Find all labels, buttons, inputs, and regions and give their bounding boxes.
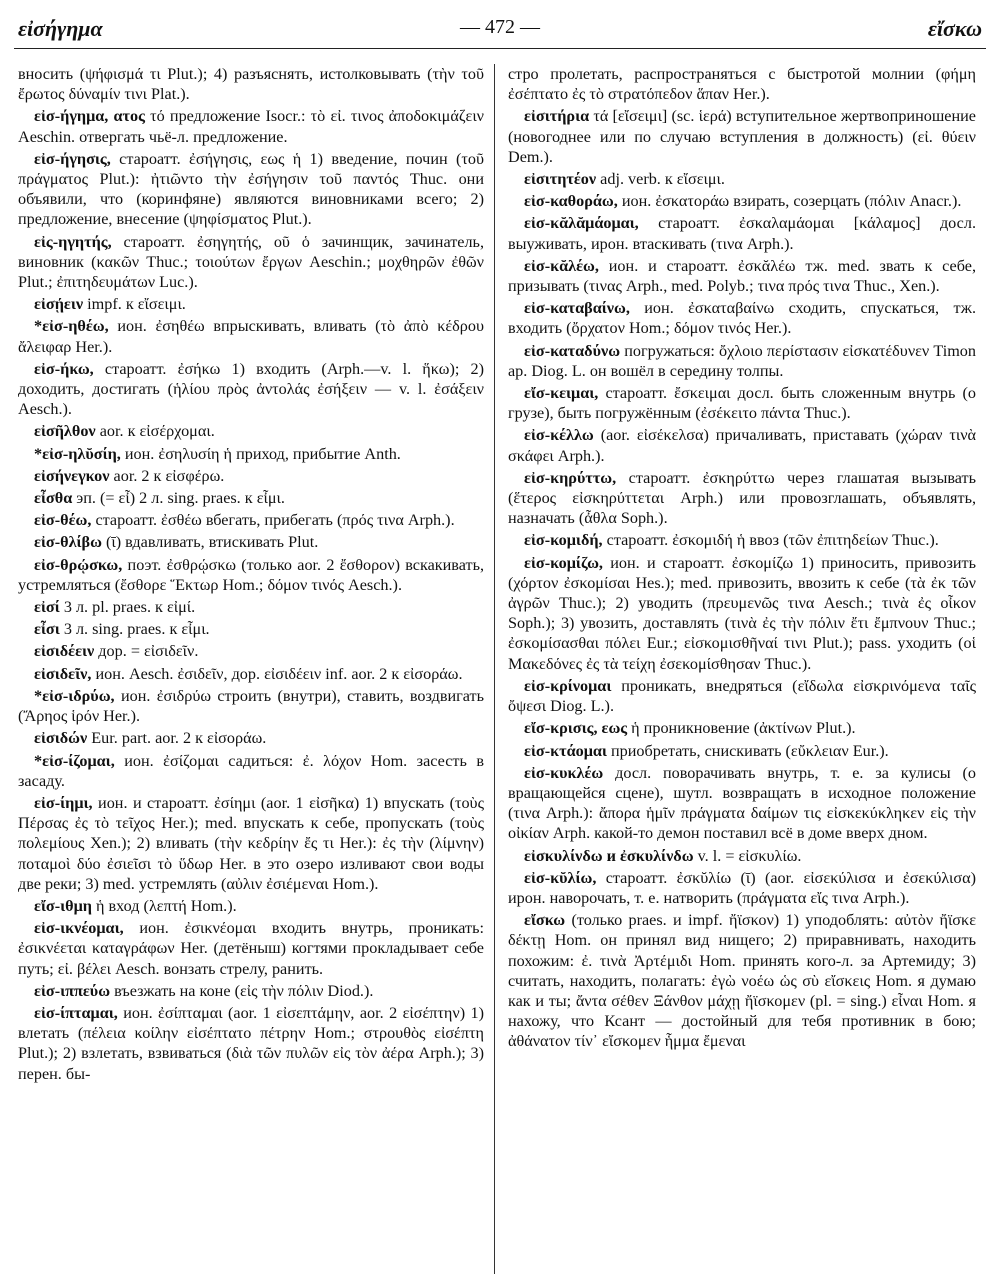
entry-headword: εἰσιτήρια [524, 107, 590, 126]
entry-definition: adj. verb. к εἴσειμι. [596, 170, 725, 189]
entry-headword: εἰσιδών [34, 729, 88, 748]
entry-headword: εἰσ-κηρύττω, [524, 468, 617, 487]
entry-headword: εἰσ-ιππεύω [34, 981, 111, 1000]
dictionary-entry [508, 64, 976, 104]
entry-headword: εἴσ-κρισις, εως [524, 719, 628, 738]
dictionary-entry [508, 106, 976, 167]
entry-definition: aor. к εἰσέρχομαι. [95, 422, 215, 441]
dictionary-entry [18, 444, 484, 464]
dictionary-entry [18, 232, 484, 293]
dictionary-entry [508, 676, 976, 716]
header-left-word: εἰσήγημα [18, 16, 103, 41]
entry-headword: εἴσ-κειμαι, [524, 384, 599, 403]
entry-headword: εἰσ-κυκλέω [524, 763, 604, 782]
dictionary-entry [18, 466, 484, 486]
entry-headword: εἰσήνεγκον [34, 466, 110, 485]
entry-definition: староатт. ἐσκῠλίω (ῑ) (aor. εἰσεκύλισα и ἐσεκύλισα) ирон. наворочать, т. е. натворить (πράγματα εἴς τινα Arph.). [508, 868, 976, 907]
page-header [14, 14, 986, 49]
dictionary-entry [508, 425, 976, 465]
dictionary-entry [508, 530, 976, 550]
dictionary-entry [18, 641, 484, 661]
entry-headword: εἰσιτητέον [524, 170, 597, 189]
dictionary-entry [18, 597, 484, 617]
entry-headword: εἰσ-κῠλίω, [524, 868, 597, 887]
entry-definition: τό предложение Isocr.: τὸ εἰ. τινος ἀποδοκιμάζειν Aeschin. отвергать чьё-л. предложение. [18, 107, 484, 146]
dictionary-entry [18, 981, 484, 1001]
dictionary-entry [508, 846, 976, 866]
dictionary-entry [18, 532, 484, 552]
dictionary-entry [508, 718, 976, 738]
dictionary-entry [18, 316, 484, 356]
entry-definition: ἡ проникновение (ἀκτίνων Plut.). [627, 719, 856, 738]
right-column [508, 64, 976, 1274]
entry-headword: εἰσ-κᾰλέω, [524, 256, 599, 275]
page-number: — 472 — [460, 16, 540, 38]
entry-definition: староатт. ἐσήκω 1) входить (Arph.—v. l. ἥκω); 2) доходить, достигать (ἡλίου πρὸς ἀντολάς ἐσήξειν — v. l. ἐσάξειν Aesch.). [18, 359, 484, 419]
entry-definition: ион. и староатт. ἐσκομίζω 1) приносить, привозить (χόρτον ἐσκομίσαι Hes.); med. привозить, ввозить к себе (τὰ ἐκ τῶν ἀγρῶν Thuc.); 2) уводить (πρευμενῶς τινα Aesch.; τινὰ ἐς οἶκον Soph.); 3) увозить, доставлять (τινὰ ἐς τὴν πόλιν ἔτι ἔμπνουν Thuc.; ἐσκομίσασθαι πόλει Eur.; εἰσκομισθῆναί τινι Plut.); pass. уходить (οἱ Μακεδόνες ἐς τὰ τείχη ἐσεκομίσθησαν Thuc.). [508, 553, 976, 673]
column-divider [494, 64, 495, 1274]
dictionary-entry [18, 488, 484, 508]
entry-headword: εἰσ-ήγησις, [34, 149, 111, 168]
entry-definition: поэт. ἐσθρῴσκω (только aor. 2 ἔσθορον) вскакивать, устремляться (ἔσθορε Ἕκτωρ Hom.; δόμον τινός Aesch.). [18, 555, 484, 594]
entry-definition: староатт. ἐσκαλαμάομαι [κάλαμος] досл. выуживать, ирон. втаскивать (τινα Arph.). [508, 214, 976, 253]
dictionary-entry [18, 106, 484, 146]
dictionary-entry [508, 169, 976, 189]
dictionary-entry [508, 763, 976, 844]
dictionary-entry [18, 1003, 484, 1084]
entry-headword: εἰσ-ίπταμαι, [34, 1003, 118, 1022]
entry-headword: εἶσθα [34, 489, 73, 508]
dictionary-entry [18, 686, 484, 726]
entry-definition: староатт. ἐσηγητής, οῦ ὁ зачинщик, зачинатель, виновник (κακῶν Thuc.; τοιούτων ἔργων Aeschin.; μοχθηρῶν ἐθῶν Plut.; ἐπιτηδευμάτων Luc.). [18, 232, 484, 292]
entry-definition: τά [εἴσειμι] (sc. ἱερά) вступительное жертвоприношение (новогоднее или по случаю вступления в должность) (εἰ. θύειν Dem.). [508, 107, 976, 166]
entry-definition: староатт. ἐσήγησις, εως ἡ 1) введение, почин (τοῦ πράγματος Plut.): ἠτιῶντο τὴν ἐσήγησιν τοῦ παντός Thuc. они объявили, что (коринфяне) являются виновниками всего; 2) предложение, внесение (ψηφίσματος Plut.). [18, 149, 484, 229]
entry-definition: 3 л. sing. praes. к εἶμι. [59, 620, 210, 639]
entry-definition: Eur. part. aor. 2 к εἰσοράω. [87, 729, 267, 748]
entry-definition: въезжать на коне (εἰς τὴν πόλιν Diod.). [110, 981, 374, 1000]
entry-headword: εἰσ-θέω, [34, 511, 92, 530]
entry-definition: приобретать, снискивать (εὔκλειαν Eur.). [606, 741, 889, 760]
entry-definition: (только praes. и impf. ἤϊσκον) 1) уподоблять: αὐτὸν ἤϊσκε δέκτῃ Hom. он принял вид нищего; 2) приравнивать, находить похожим: ἐ. τινὰ Ἀρτέμιδι Hom. принять кого-л. за Артемиду; 3) считать, находить, полагать: ἐγὼ νοέω ὡς σὺ εἴσκεις Hom. я думаю как и ты; ἄντα σέθεν Ξάνθον μάχῃ ἤϊσκομεν (pl. = sing.) εἶναι Hom. я нахожу, что Ксант — достойный для тебя противник в бою; ἀθάνατον τίν᾽ εἴσκομεν ἧμμα ἔμεναι [508, 911, 976, 1051]
entry-definition: стро пролетать, распространяться с быстротой молнии (φήμη ἐσέπτατο ἐς τὸ στρατόπεδον ἅπαν Her.). [508, 65, 976, 104]
dictionary-entry [18, 664, 484, 684]
entry-definition: ион. и староатт. ἐσίημι (aor. 1 εἰσῆκα) 1) впускать (τοὺς Πέρσας ἐς τὸ τεῖχος Her.); med. впускать к себе, пропускать (τοὺς πολεμίους Xen.); 2) вливать (τὴν κεδρίην ἔς τι Her.): ἐς τὴν (λίμνην) ποταμοὶ δύο ἐσιεῖσι τὸ ὕδωρ Her. в это озеро изливают свои воды две реки; 3) med. устремлять (αὐλιν ἐσιέμεναι Hom.). [18, 793, 484, 893]
dictionary-entry [508, 256, 976, 296]
entry-definition: вносить (ψήφισμά τι Plut.); 4) разъяснять, истолковывать (τὴν τοῦ ἔρωτος δύναμίν τινι Plat.). [18, 65, 484, 104]
dictionary-entry [18, 359, 484, 420]
entry-definition: ἡ вход (λεπτή Hom.). [91, 896, 237, 915]
entry-headword: εἰσῆλθον [34, 422, 96, 441]
entry-definition: ион. Aesch. ἐσιδεῖν, дор. εἰσιδέειν inf. aor. 2 к εἰσοράω. [91, 664, 463, 683]
entry-headword: εἰσ-κομίζω, [524, 553, 603, 572]
entry-headword: εἰσ-ήγημα, ατος [34, 107, 145, 126]
entry-definition: староатт. ἐσθέω вбегать, прибегать (πρός τινα Arph.). [91, 511, 455, 530]
entry-definition: ион. ἐσίζομαι садиться: ἐ. λόχον Hom. засесть в засаду. [18, 751, 484, 790]
entry-headword: εἰσ-ήκω, [34, 359, 94, 378]
left-column [18, 64, 484, 1274]
dictionary-entry [18, 421, 484, 441]
dictionary-entry [508, 298, 976, 338]
entry-definition: ион. и староатт. ἐσκᾰλέω тж. med. звать к себе, призывать (τινας Arph., med. Polyb.; τινα πρός τινα Thuc., Xen.). [508, 256, 976, 296]
entry-definition: ион. ἐσηλυσίη ἡ приход, прибытие Anth. [120, 444, 401, 463]
entry-headword: εἴσκω [524, 911, 566, 930]
dictionary-entry [18, 751, 484, 791]
entry-headword: *εἰσ-ίζομαι, [34, 751, 115, 770]
dictionary-entry [18, 64, 484, 104]
entry-definition: 3 л. pl. praes. к εἰμί. [59, 598, 196, 617]
entry-definition: досл. поворачивать внутрь, т. е. за кулисы (о вращающейся сцене), шутл. возвращать в исходное положение (τινα Arph.): ἄπορα ἡμῖν πράγματα δαίμων τις εἰσκεκύκληκεν εἰς τὴν οἰκίαν Arph. какой-то демон поставил всё в доме вверх дном. [508, 763, 976, 843]
entry-headword: εἰσ-κᾰλᾰμάομαι, [524, 214, 639, 233]
entry-headword: εἰσκυλίνδω и ἐσκυλίνδω [524, 846, 694, 865]
dictionary-entry [508, 910, 976, 1051]
entry-definition: эп. (= εἶ) 2 л. sing. praes. к εἶμι. [72, 489, 285, 508]
entry-headword: εἰσ-κέλλω [524, 426, 594, 445]
dictionary-entry [18, 619, 484, 639]
entry-definition: ион. ἐσιδρύω строить (внутри), ставить, воздвигать (Ἄρηος ἱρόν Her.). [18, 686, 484, 726]
dictionary-entry [18, 510, 484, 530]
dictionary-entry [508, 553, 976, 674]
entry-headword: εἰσιδέειν [34, 642, 95, 661]
dictionary-entry [508, 213, 976, 253]
entry-definition: ион. ἐσκαταβαίνω сходить, спускаться, тж. входить (ὄρχατον Hom.; δόμον τινός Her.). [508, 299, 976, 338]
entry-headword: εἰσιδεῖν, [34, 664, 92, 683]
entry-headword: *εἰσ-ηλῠσίη, [34, 444, 121, 463]
entry-headword: εἰσῄειν [34, 295, 84, 314]
entry-definition: ион. ἐσικνέομαι входить внутрь, проникать: ἐσικνέεται καταγράφων Her. (детёныш) когтями прокладывает себе путь; εἰ. βέλει Aesch. вонзать стрелу, ранить. [18, 919, 484, 978]
entry-headword: εἰς-ηγητής, [34, 232, 112, 251]
entry-headword: εἰσ-καταδύνω [524, 341, 621, 360]
entry-definition: ион. ἐσίπταμαι (aor. 1 εἰσεπτάμην, aor. 2 εἰσέπτην) 1) влетать (πέλεια κοίλην εἰσέπτατο πέτρην Hom.; στρουθὸς εἰσέπτη Plut.); 2) взлетать, взвиваться (διὰ τῶν πυλῶν εἰς τὸν ἀέρα Arph.); 3) перен. бы- [18, 1003, 484, 1083]
entry-headword: *εἰσ-ηθέω, [34, 317, 109, 336]
dictionary-entry [508, 741, 976, 761]
dictionary-entry [508, 868, 976, 908]
dictionary-entry [508, 383, 976, 423]
entry-definition: v. l. = εἰσκυλίω. [693, 846, 802, 865]
entry-headword: εἰσ-θλίβω [34, 533, 102, 552]
entry-headword: εἰσ-ικνέομαι, [34, 919, 124, 938]
entry-definition: погружаться: ὄχλοιο περίστασιν εἰσκατέδυνεν Timon ap. Diog. L. он вошёл в середину толпы. [508, 341, 976, 380]
header-right-word: εἴσκω [927, 16, 982, 41]
entry-definition: (ῑ) вдавливать, втискивать Plut. [101, 533, 319, 552]
entry-headword: εἰσ-κομιδή, [524, 531, 603, 550]
entry-headword: εἰσί [34, 598, 60, 617]
entry-headword: εἰσ-καθοράω, [524, 192, 618, 211]
entry-headword: εἴσ-ιθμη [34, 896, 92, 915]
entry-definition: (aor. εἰσέκελσα) причаливать, приставать (χώραν τινὰ σκάφει Arph.). [508, 426, 976, 465]
entry-headword: εἰσ-κτάομαι [524, 741, 607, 760]
dictionary-entry [18, 918, 484, 979]
dictionary-entry [18, 728, 484, 748]
entry-definition: ион. ἐσκατοράω взирать, созерцать (πόλιν Anacr.). [617, 192, 962, 211]
entry-definition: ион. ἐσηθέω впрыскивать, вливать (τὸ ἀπὸ κέδρου ἄλειφαρ Her.). [18, 317, 484, 356]
dictionary-entry [508, 191, 976, 211]
entry-headword: *εἰσ-ιδρύω, [34, 686, 115, 705]
entry-headword: εἰσ-καταβαίνω, [524, 299, 630, 318]
entry-definition: староатт. ἐσκηρύττω через глашатая вызывать (ἕτερος εἰσκηρύττεται Arph.) или провозглашать, объявлять, назначать (ἆθλα Soph.). [508, 468, 976, 528]
dictionary-entry [18, 294, 484, 314]
dictionary-entry [18, 793, 484, 894]
dictionary-entry [18, 149, 484, 230]
dictionary-entry [18, 555, 484, 595]
entry-definition: староатт. ἐσκομιδή ἡ ввоз (τῶν ἐπιτηδείων Thuc.). [602, 531, 939, 550]
dictionary-entry [18, 896, 484, 916]
dictionary-entry [508, 468, 976, 529]
entry-headword: εἰσ-θρῴσκω, [34, 555, 123, 574]
entry-headword: εἶσι [34, 620, 60, 639]
entry-definition: дор. = εἰσιδεῖν. [94, 642, 199, 661]
entry-definition: impf. к εἴσειμι. [83, 295, 186, 314]
entry-headword: εἰσ-κρίνομαι [524, 676, 612, 695]
entry-definition: староатт. ἔσκειμαι досл. быть сложенным внутрь (о грузе), быть погружённым (ἐσέκειτο πάντα Thuc.). [508, 384, 976, 423]
entry-definition: aor. 2 к εἰσφέρω. [109, 466, 225, 485]
entry-definition: проникать, внедряться (εἴδωλα εἰσκρινόμενα ταῖς ὄψεσι Diog. L.). [508, 676, 976, 716]
dictionary-entry [508, 341, 976, 381]
entry-headword: εἰσ-ίημι, [34, 793, 93, 812]
